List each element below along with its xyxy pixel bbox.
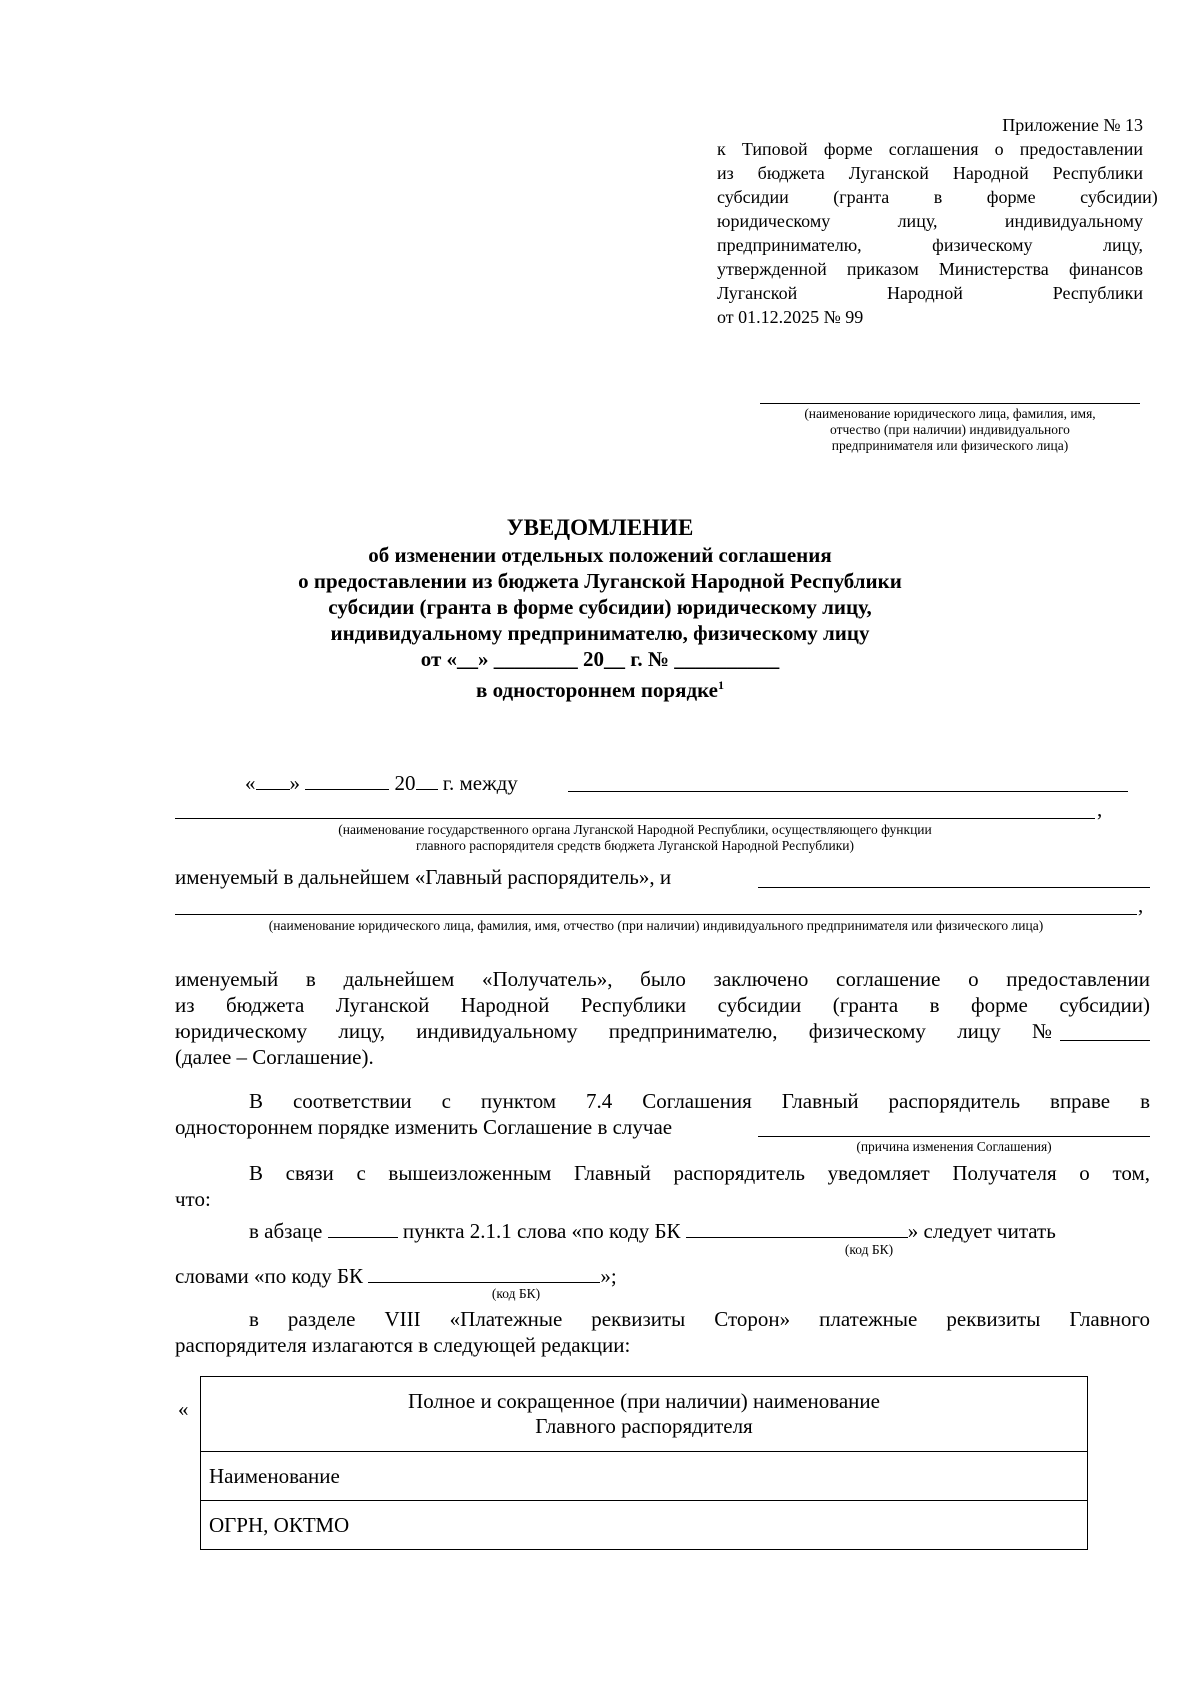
paragraph-5 xyxy=(175,1262,617,1289)
agreement-number-blank xyxy=(1060,1020,1150,1041)
header-line: Главного распорядителя xyxy=(535,1414,753,1438)
para-line: из бюджета Луганской Народной Республики субсидии (гранта в форме субсидии) xyxy=(175,993,1150,1017)
appendix-line: утвержденной приказом Министерства финансов xyxy=(717,259,1143,279)
date-line xyxy=(245,769,518,796)
paragraph-3 xyxy=(175,1160,1150,1212)
para-line: что: xyxy=(175,1187,211,1211)
title-line: от «__» ________ 20__ г. № __________ xyxy=(420,647,780,671)
para-line-with-blank xyxy=(175,1018,1150,1044)
hint-line: (наименование государственного органа Луганской Народной Республики, осуществляющего функции xyxy=(338,822,932,837)
named-main xyxy=(175,864,671,890)
hint-line: главного распорядителя средств бюджета Луганской Народной Республики) xyxy=(415,838,855,853)
title-line: об изменении отдельных положений соглашения xyxy=(368,543,832,567)
header-line: Полное и сокращенное (при наличии) наименование xyxy=(408,1389,880,1413)
hint-line: предпринимателя или физического лица) xyxy=(831,438,1069,453)
para-line: (далее – Соглашение). xyxy=(175,1045,374,1069)
para-text: одностороннем порядке изменить Соглашение в случае xyxy=(175,1115,673,1139)
day-blank xyxy=(256,769,290,790)
table-open-quote: « xyxy=(178,1397,189,1421)
title-line: о предоставлении из бюджета Луганской Народной Республики xyxy=(298,569,902,593)
appendix-block xyxy=(717,113,1158,329)
named-main-text: именуемый в дальнейшем «Главный распорядитель», и xyxy=(175,865,672,889)
para-text: »; xyxy=(600,1264,617,1288)
table-header-cell xyxy=(201,1377,1088,1452)
table-cell: Наименование xyxy=(201,1452,1088,1501)
kbk-old-blank xyxy=(686,1217,908,1238)
title-heading: УВЕДОМЛЕНИЕ xyxy=(506,515,694,540)
kbk-new-blank xyxy=(368,1262,600,1283)
appendix-line: субсидии (гранта в форме субсидии) xyxy=(717,187,1158,207)
comma: , xyxy=(1097,797,1103,821)
paragraph-6 xyxy=(175,1306,1150,1358)
hint-line: отчество (при наличии) индивидуального xyxy=(830,422,1070,437)
recipient-blank-1 xyxy=(758,887,1150,888)
between-label: г. между xyxy=(442,771,518,795)
year-prefix: 20 xyxy=(394,771,416,795)
para-text: пункта 2.1.1 слова «по коду БК xyxy=(402,1219,681,1243)
para-line: В связи с вышеизложенным Главный распорядитель уведомляет Получателя о том, xyxy=(249,1161,1150,1185)
recipient-hint xyxy=(760,406,1140,454)
requisites-table xyxy=(200,1376,1088,1550)
appendix-line: юридическому лицу, индивидуальному xyxy=(717,211,1143,231)
appendix-line: к Типовой форме соглашения о предоставлении xyxy=(717,139,1143,159)
paragraph-2 xyxy=(175,1088,1150,1140)
authority-blank-1 xyxy=(568,791,1128,792)
para-text: » следует читать xyxy=(907,1219,1056,1243)
footnote-mark: 1 xyxy=(717,678,724,692)
title-line-last xyxy=(0,672,1200,703)
recipient-line xyxy=(760,403,1140,404)
appendix-line: Приложение № 13 xyxy=(1002,115,1143,135)
appendix-line: предпринимателю, физическому лицу, xyxy=(717,235,1143,255)
para-line: В соответствии с пунктом 7.4 Соглашения Главный распорядитель вправе в xyxy=(249,1089,1150,1113)
hint-line: (наименование юридического лица, фамилия, имя, xyxy=(804,406,1096,421)
kbk-hint: (код БК) xyxy=(491,1286,541,1301)
title-line: субсидии (гранта в форме субсидии) юридическому лицу, xyxy=(328,595,872,619)
para-line: распорядителя излагаются в следующей редакции: xyxy=(175,1333,631,1357)
appendix-line: от 01.12.2025 № 99 xyxy=(717,307,864,327)
title-last-text: в одностороннем порядке xyxy=(476,678,718,702)
para-line: юридическому лицу, индивидуальному предпринимателю, физическому лицу № xyxy=(175,1019,1052,1043)
recipient-blank-2 xyxy=(175,914,1137,915)
quote-close: » xyxy=(289,771,300,795)
para-line: в разделе VIII «Платежные реквизиты Сторон» платежные реквизиты Главного xyxy=(249,1307,1150,1331)
authority-hint xyxy=(175,822,1095,854)
table-row xyxy=(201,1452,1088,1501)
kbk-hint: (код БК) xyxy=(844,1242,894,1257)
table-cell: ОГРН, ОКТМО xyxy=(201,1501,1088,1550)
table-row xyxy=(201,1501,1088,1550)
para-line: именуемый в дальнейшем «Получатель», было заключено соглашение о предоставлении xyxy=(175,967,1150,991)
paragraph-1 xyxy=(175,966,1150,1070)
year-blank xyxy=(416,769,438,790)
quote-open: « xyxy=(245,771,256,795)
month-blank xyxy=(305,769,389,790)
paragraph-number-blank xyxy=(328,1217,398,1238)
paragraph-4 xyxy=(249,1217,1056,1244)
para-text: в абзаце xyxy=(249,1219,323,1243)
authority-blank-2 xyxy=(175,818,1095,819)
recipient-inline-hint: (наименование юридического лица, фамилия, имя, отчество (при наличии) индивидуального предпринимателя или физического лица) xyxy=(268,918,1044,933)
para-text: словами «по коду БК xyxy=(175,1264,364,1288)
reason-blank xyxy=(758,1136,1150,1137)
comma: , xyxy=(1138,893,1144,917)
appendix-line: из бюджета Луганской Народной Республики xyxy=(717,163,1143,183)
reason-hint: (причина изменения Соглашения) xyxy=(856,1139,1052,1154)
appendix-line: Луганской Народной Республики xyxy=(717,283,1143,303)
document-title xyxy=(0,514,1200,703)
table-row xyxy=(201,1377,1088,1452)
title-line: индивидуальному предпринимателю, физическому лицу xyxy=(330,621,870,645)
